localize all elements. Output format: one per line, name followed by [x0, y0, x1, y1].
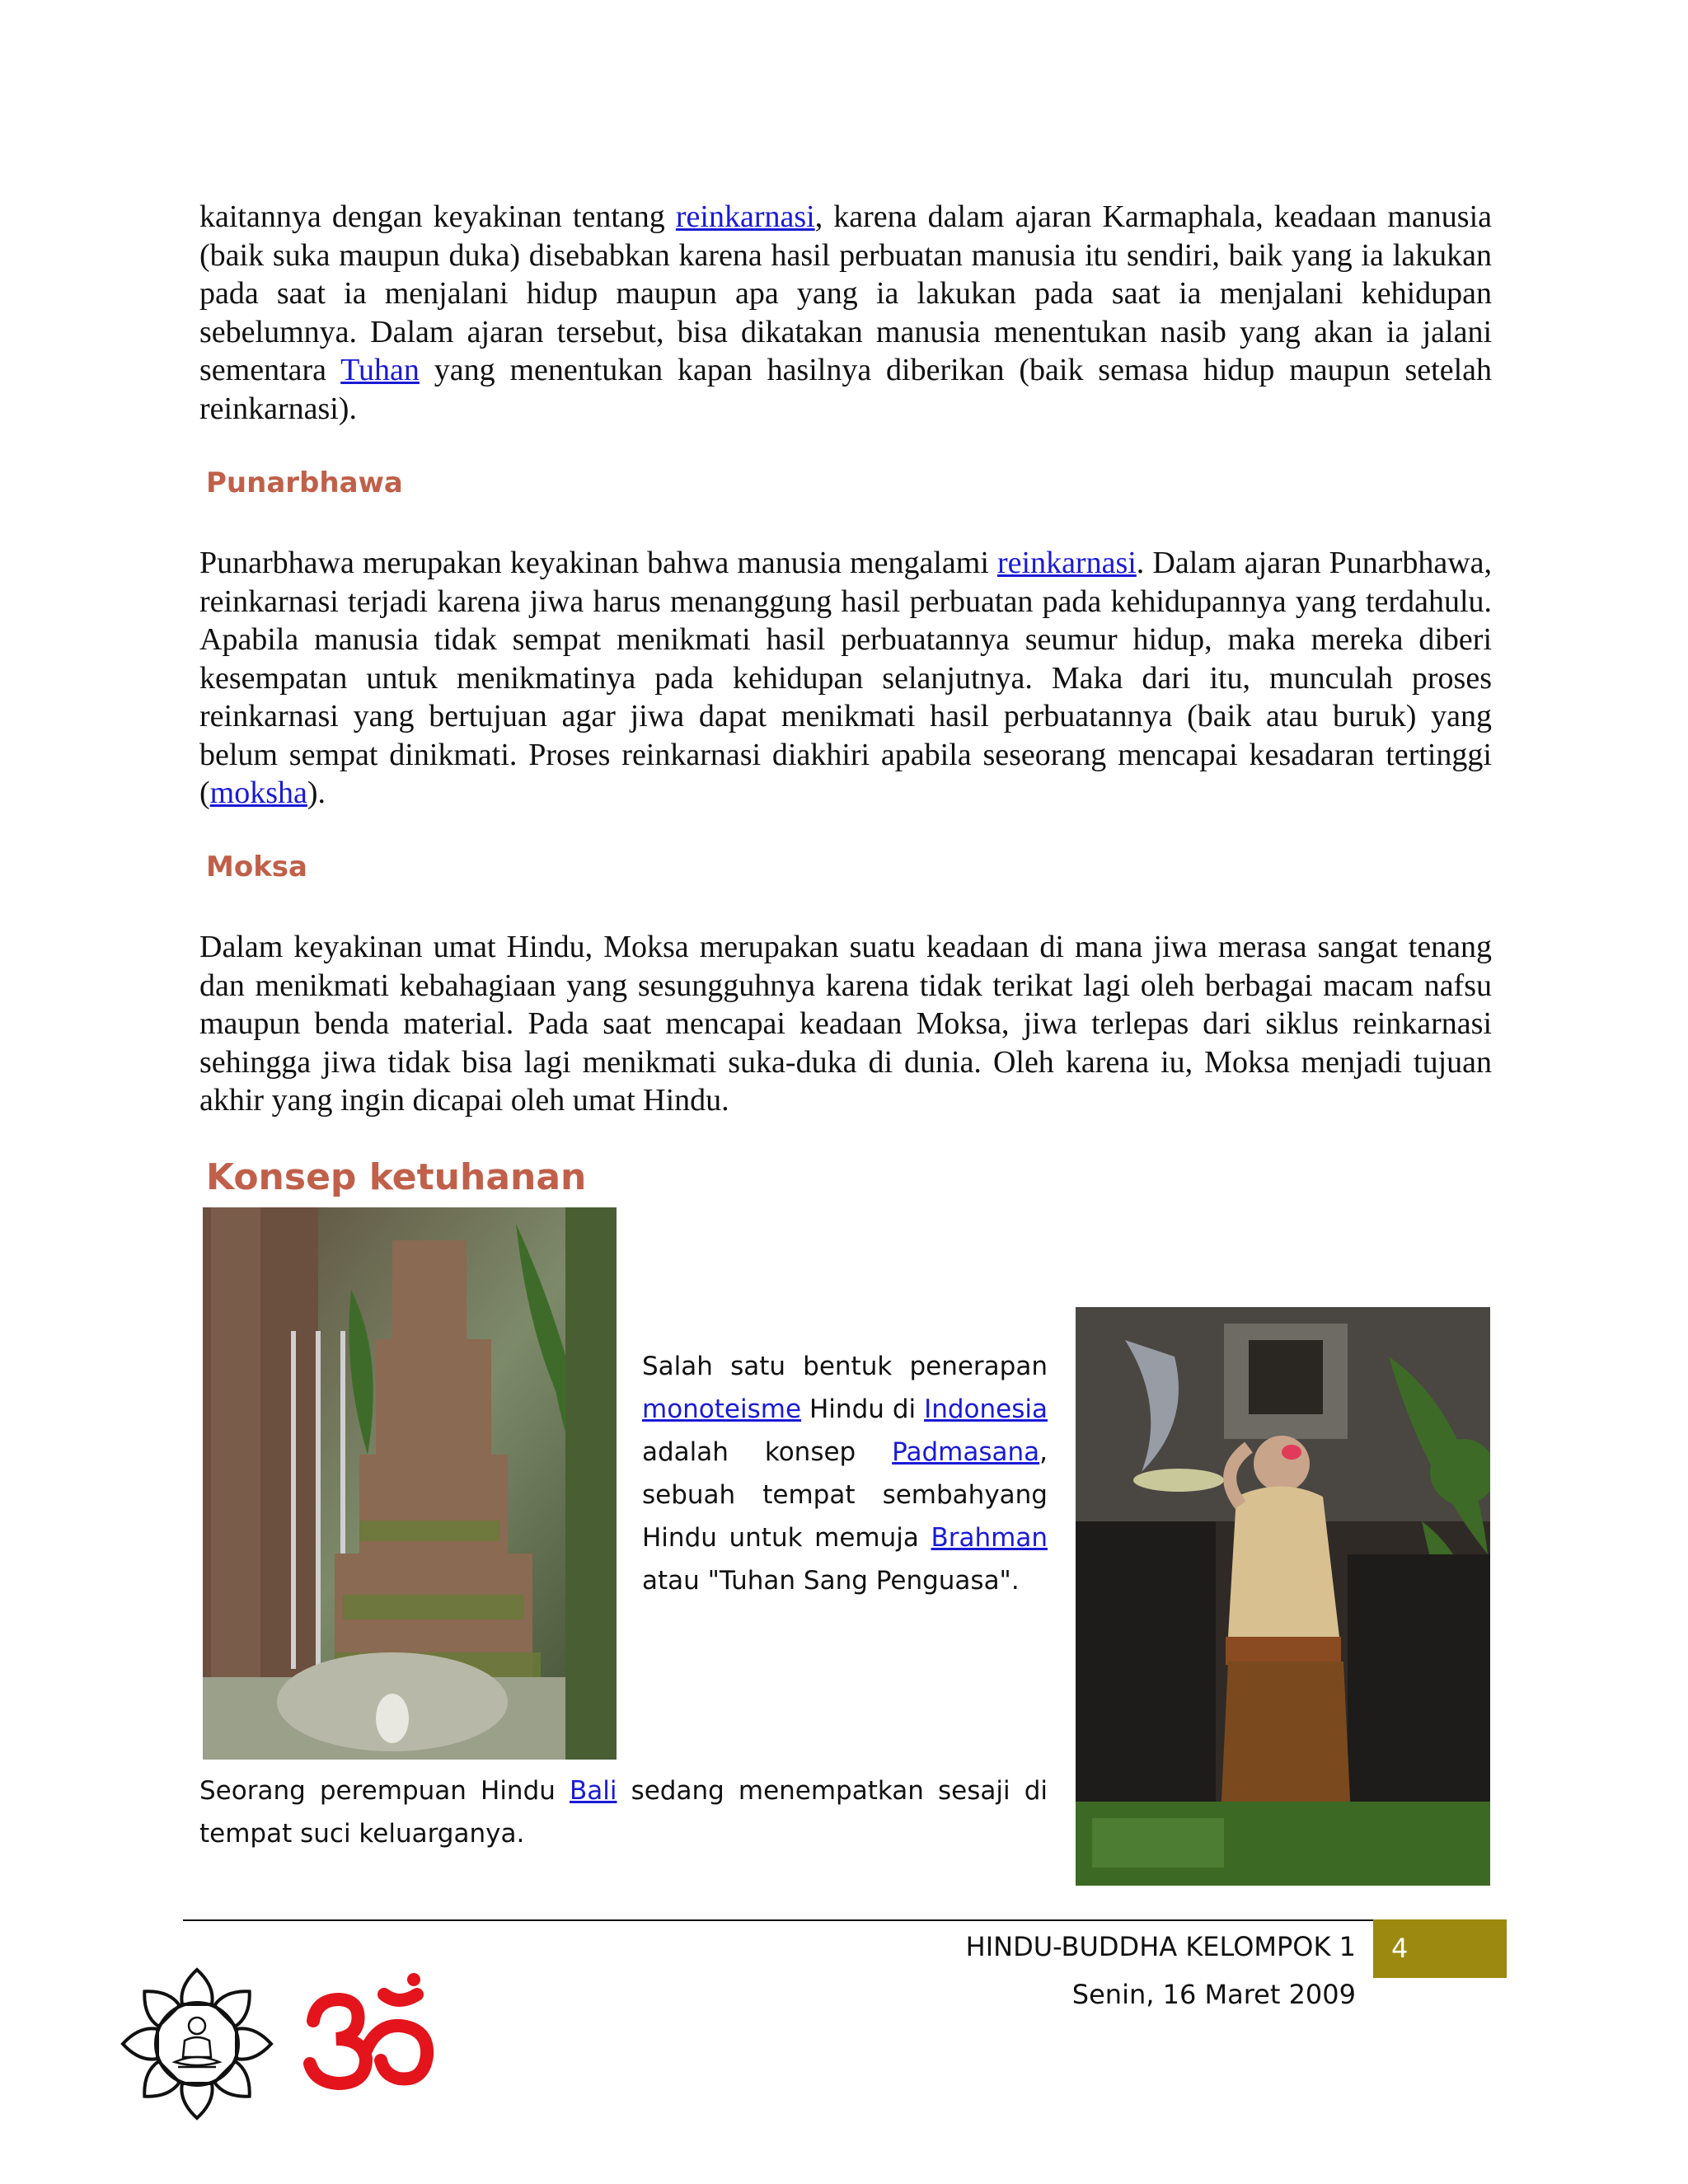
punarbhawa-text-2: . Dalam ajaran Punarbhawa, reinkarnasi terjadi karena jiwa harus menanggung hasil perbuatan pada kehidupannya yang terdahulu. Apabila manusia tidak sempat menikmati hasil perbuatannya seumur hidup, maka mereka diberi kesempatan untuk menikmatinya pada kehidupan selanjutnya. Maka dari itu, munculah proses reinkarnasi yang bertujuan agar jiwa dapat menikmati hasil perbuatannya (baik atau buruk) yang belum sempat dinikmati. Proses reinkarnasi diakhiri apabila seseorang mencapai kesadaran tertinggi (: [199, 546, 1492, 810]
link-bali[interactable]: Bali: [569, 1776, 617, 1806]
caption1-text-3: adalah konsep: [642, 1437, 893, 1467]
punarbhawa-text-3: ).: [307, 776, 326, 810]
caption1-text-5: atau "Tuhan Sang Penguasa".: [642, 1566, 1020, 1596]
intro-text-3: yang menentukan kapan hasilnya diberikan (baik semasa hidup maupun setelah reinkarnasi).: [199, 353, 1492, 426]
punarbhawa-paragraph: [199, 544, 1492, 813]
om-symbol-icon: [298, 1970, 440, 2093]
balinese-woman-offering-photo: [1076, 1307, 1490, 1886]
footer-title: HINDU-BUDDHA KELOMPOK 1: [965, 1931, 1356, 1962]
intro-text-1: kaitannya dengan keyakinan tentang: [199, 199, 676, 234]
footer-divider: [183, 1919, 1373, 1921]
intro-paragraph: [199, 198, 1492, 428]
footer-date: Senin, 16 Maret 2009: [1071, 1979, 1356, 2010]
intro-text-2: , karena dalam ajaran Karmaphala, keadaan manusia (baik suka maupun duka) disebabkan karena hasil perbuatan manusia itu sendiri, baik yang ia lakukan pada saat ia menjalani hidup maupun apa yang ia lakukan pada saat ia menjalani kehidupan sebelumnya. Dalam ajaran tersebut, bisa dikatakan manusia menentukan nasib yang akan ia jalani sementara: [199, 199, 1492, 387]
caption1-text-2: Hindu di: [801, 1394, 925, 1424]
link-padmasana[interactable]: Padmasana: [892, 1437, 1040, 1467]
caption2-text-2: sedang menempatkan sesaji di tempat suci keluarganya.: [199, 1776, 1048, 1849]
caption-padmasana: [642, 1345, 1048, 1602]
page-number-box: [1373, 1919, 1507, 1978]
link-reinkarnasi-2[interactable]: reinkarnasi: [996, 546, 1137, 580]
link-moksha[interactable]: moksha: [209, 776, 307, 810]
heading-punarbhawa: Punarbhawa: [206, 466, 403, 499]
buddha-lotus-icon: [119, 1965, 275, 2123]
caption1-text-4: , sebuah tempat sembahyang Hindu untuk memuja: [642, 1437, 1048, 1553]
page-number: 4: [1391, 1933, 1409, 1964]
heading-konsep-ketuhanan: Konsep ketuhanan: [206, 1156, 587, 1198]
link-brahman[interactable]: Brahman: [931, 1523, 1048, 1553]
moksa-paragraph: Dalam keyakinan umat Hindu, Moksa merupakan suatu keadaan di mana jiwa merasa sangat tenang dan menikmati kebahagiaan yang sesungguhnya karena tidak terikat lagi oleh berbagai macam nafsu maupun benda material. Pada saat mencapai keadaan Moksa, jiwa terlepas dari siklus reinkarnasi sehingga jiwa tidak bisa lagi menikmati suka-duka di dunia. Oleh karena iu, Moksa menjadi tujuan akhir yang ingin dicapai oleh umat Hindu.: [199, 930, 1492, 1118]
caption2-text-1: Seorang perempuan Hindu: [199, 1776, 570, 1806]
punarbhawa-text-1: Punarbhawa merupakan keyakinan bahwa manusia mengalami: [199, 546, 997, 580]
heading-moksa: Moksa: [206, 851, 307, 883]
padmasana-shrine-photo: [203, 1207, 617, 1760]
caption1-text-1: Salah satu bentuk penerapan: [642, 1352, 1048, 1381]
link-indonesia[interactable]: Indonesia: [924, 1394, 1048, 1424]
caption-balinese-woman: [199, 1769, 1048, 1855]
link-tuhan[interactable]: Tuhan: [340, 353, 420, 387]
link-reinkarnasi[interactable]: reinkarnasi: [675, 199, 815, 234]
link-monoteisme[interactable]: monoteisme: [642, 1394, 802, 1424]
